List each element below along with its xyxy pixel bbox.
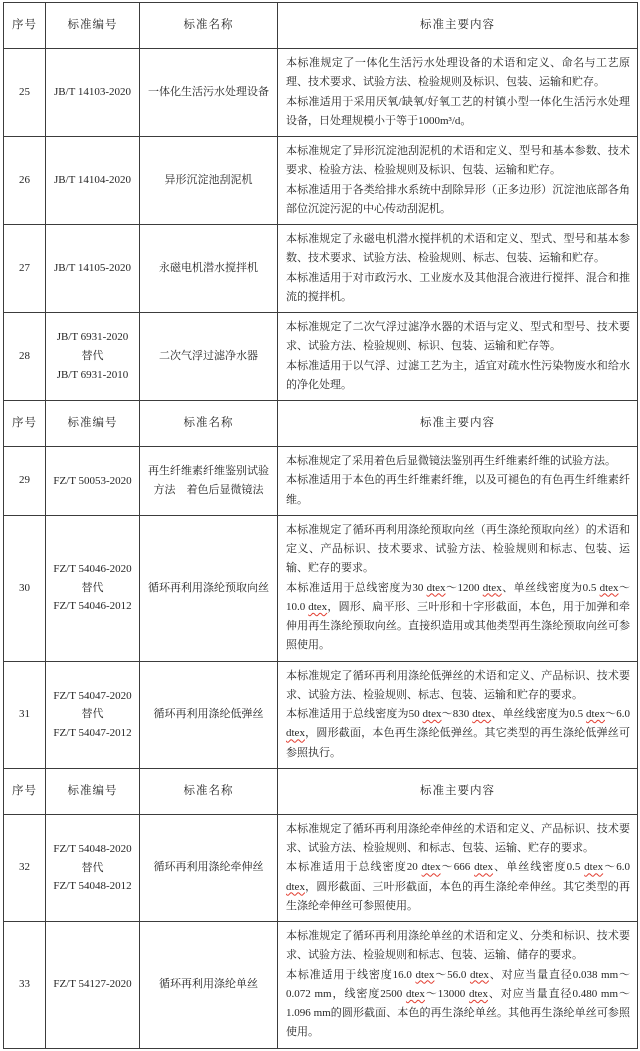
spellcheck-underline: dtex bbox=[426, 581, 446, 594]
standards-table-body bbox=[4, 3, 638, 1049]
standard-code-line: FZ/T 54046-2012 bbox=[53, 600, 132, 613]
cell-standard-name: 异形沉淀池刮泥机 bbox=[140, 137, 278, 225]
cell-standard-code bbox=[46, 225, 140, 313]
cell-standard-content bbox=[278, 814, 638, 921]
cell-standard-name: 二次气浮过滤净水器 bbox=[140, 313, 278, 401]
cell-standard-code bbox=[46, 814, 140, 921]
spellcheck-underline: dtex bbox=[405, 987, 425, 1000]
cell-standard-content bbox=[278, 447, 638, 516]
cell-standard-content bbox=[278, 661, 638, 768]
column-header: 序号 bbox=[4, 3, 46, 49]
table-row bbox=[4, 313, 638, 401]
content-paragraph: 本标准适用于采用厌氧/缺氧/好氧工艺的村镇小型一体化生活污水处理设备，日处理规模小于等于1000m³/d。 bbox=[286, 95, 630, 127]
standard-code-line: FZ/T 54127-2020 bbox=[53, 978, 132, 991]
cell-serial-number: 25 bbox=[4, 49, 46, 137]
content-paragraph: 本标准适用于本色的再生纤维素纤维，以及可褪色的有色再生纤维素纤维。 bbox=[286, 474, 630, 506]
cell-standard-name: 循环再利用涤纶预取向丝 bbox=[140, 515, 278, 661]
standard-code-line: 替代 bbox=[81, 708, 104, 721]
column-header: 标准名称 bbox=[140, 768, 278, 814]
column-header: 标准主要内容 bbox=[278, 768, 638, 814]
content-paragraph: 本标准适用于总线密度为30 dtex～1200 dtex、单丝线密度为0.5 dtex～10.0 dtex，圆形、扁平形、三叶形和十字形截面，本色，用于加弹和牵伸用再生涤纶预取向丝。直接织造用或其他类型再生涤纶预取向丝可参照使用。 bbox=[286, 581, 631, 652]
content-paragraph: 本标准适用于线密度16.0 dtex～56.0 dtex、对应当量直径0.038 mm～0.072 mm，线密度2500 dtex～13000 dtex、对应当量直径0.480 mm～1.096 mm的圆形截面、本色的再生涤纶单丝。其他再生涤纶单丝可参照使用。 bbox=[286, 968, 630, 1039]
cell-standard-content bbox=[278, 515, 638, 661]
spellcheck-underline: dtex bbox=[415, 968, 435, 981]
cell-standard-code bbox=[46, 49, 140, 137]
column-header: 标准名称 bbox=[140, 3, 278, 49]
standards-table bbox=[3, 2, 638, 1049]
content-paragraph: 本标准规定了永磁电机潜水搅拌机的术语和定义、型式、型号和基本参数、技术要求、试验方法、检验规则、标志、包装、运输和贮存。 bbox=[286, 233, 630, 265]
table-row bbox=[4, 49, 638, 137]
standard-code-line: FZ/T 54047-2012 bbox=[53, 726, 132, 739]
standard-code-line: JB/T 14103-2020 bbox=[53, 86, 132, 99]
cell-standard-name: 循环再利用涤纶单丝 bbox=[140, 922, 278, 1049]
spellcheck-underline: dtex bbox=[421, 861, 441, 874]
cell-standard-content bbox=[278, 922, 638, 1049]
content-paragraph: 本标准规定了循环再利用涤纶预取向丝（再生涤纶预取向丝）的术语和定义、产品标识、技术要求、试验方法、检验规则和标志、包装、运输、贮存的要求。 bbox=[286, 523, 630, 575]
cell-standard-content bbox=[278, 49, 638, 137]
content-paragraph: 本标准规定了采用着色后显微镜法鉴别再生纤维素纤维的试验方法。 bbox=[286, 455, 616, 467]
cell-standard-content bbox=[278, 313, 638, 401]
column-header: 标准编号 bbox=[46, 401, 140, 447]
table-row bbox=[4, 225, 638, 313]
content-paragraph: 本标准规定了二次气浮过滤净水器的术语与定义、型式和型号、技术要求、试验方法、检验规则、标识、包装、运输和贮存等。 bbox=[286, 321, 630, 353]
standard-code-line: JB/T 14104-2020 bbox=[53, 174, 132, 187]
spellcheck-underline: dtex bbox=[599, 581, 619, 594]
column-header: 序号 bbox=[4, 401, 46, 447]
cell-serial-number: 26 bbox=[4, 137, 46, 225]
content-paragraph: 本标准适用于对市政污水、工业废水及其他混合液进行搅拌、混合和推流的搅拌机。 bbox=[286, 271, 630, 303]
cell-serial-number: 28 bbox=[4, 313, 46, 401]
table-row bbox=[4, 137, 638, 225]
cell-serial-number: 33 bbox=[4, 922, 46, 1049]
standard-code-line: JB/T 14105-2020 bbox=[53, 262, 132, 275]
cell-standard-name: 一体化生活污水处理设备 bbox=[140, 49, 278, 137]
standard-code-line: JB/T 6931-2010 bbox=[56, 368, 129, 381]
content-paragraph: 本标准规定了异形沉淀池刮泥机的术语和定义、型号和基本参数、技术要求、检验方法、检验规则及标识、包装、运输和贮存。 bbox=[286, 145, 630, 177]
spellcheck-underline: dtex bbox=[286, 880, 305, 893]
content-paragraph: 本标准规定了循环再利用涤纶低弹丝的术语和定义、产品标识、技术要求、试验方法、检验规则、标志、包装、运输和贮存的要求。 bbox=[286, 669, 630, 701]
column-header: 序号 bbox=[4, 768, 46, 814]
column-header: 标准编号 bbox=[46, 3, 140, 49]
content-paragraph: 本标准适用于总线密度为50 dtex～830 dtex、单丝线密度为0.5 dtex～6.0 dtex，圆形截面，本色再生涤纶低弹丝。其它类型的再生涤纶低弹丝可参照执行。 bbox=[286, 708, 631, 759]
standard-code-line: FZ/T 50053-2020 bbox=[53, 474, 132, 487]
cell-standard-code bbox=[46, 313, 140, 401]
standard-code-line: FZ/T 54048-2012 bbox=[53, 880, 132, 893]
cell-standard-code bbox=[46, 661, 140, 768]
cell-standard-content bbox=[278, 225, 638, 313]
cell-serial-number: 27 bbox=[4, 225, 46, 313]
column-header: 标准名称 bbox=[140, 401, 278, 447]
column-header: 标准编号 bbox=[46, 768, 140, 814]
spellcheck-underline: dtex bbox=[584, 861, 604, 874]
cell-standard-name: 循环再利用涤纶低弹丝 bbox=[140, 661, 278, 768]
table-row bbox=[4, 661, 638, 768]
content-paragraph: 本标准规定了一体化生活污水处理设备的术语和定义、命名与工艺原理、技术要求、试验方法、检验规则及标识、包装、运输和贮存。 bbox=[286, 57, 630, 89]
standard-code-line: 替代 bbox=[81, 861, 104, 874]
standard-code-line: FZ/T 54046-2020 bbox=[53, 563, 132, 576]
table-row bbox=[4, 922, 638, 1049]
spellcheck-underline: dtex bbox=[308, 600, 328, 613]
spellcheck-underline: dtex bbox=[422, 708, 442, 720]
cell-standard-code bbox=[46, 922, 140, 1049]
table-row bbox=[4, 447, 638, 516]
cell-standard-code bbox=[46, 515, 140, 661]
header-row bbox=[4, 768, 638, 814]
standard-code-line: FZ/T 54048-2020 bbox=[53, 842, 132, 855]
header-row bbox=[4, 3, 638, 49]
standard-code-line: FZ/T 54047-2020 bbox=[53, 689, 132, 702]
content-paragraph: 本标准规定了循环再利用涤纶单丝的术语和定义、分类和标识、技术要求、试验方法、检验规则和标志、包装、运输、储存的要求。 bbox=[286, 930, 630, 962]
spellcheck-underline: dtex bbox=[474, 861, 494, 874]
content-paragraph: 本标准适用于各类给排水系统中刮除异形（正多边形）沉淀池底部各角部位沉淀污泥的中心传动刮泥机。 bbox=[286, 183, 630, 215]
content-paragraph: 本标准规定了循环再利用涤纶牵伸丝的术语和定义、产品标识、技术要求、试验方法、检验规则、和标志、包装、运输、贮存的要求。 bbox=[286, 822, 630, 854]
spellcheck-underline: dtex bbox=[586, 708, 605, 720]
table-row bbox=[4, 515, 638, 661]
column-header: 标准主要内容 bbox=[278, 3, 638, 49]
cell-standard-code bbox=[46, 137, 140, 225]
cell-serial-number: 32 bbox=[4, 814, 46, 921]
content-paragraph: 本标准适用于总线密度20 dtex～666 dtex、单丝线密度0.5 dtex～6.0 dtex，圆形截面、三叶形截面，本色的再生涤纶牵伸丝。其它类型的再生涤纶牵伸丝可参照使用。 bbox=[286, 861, 631, 912]
spellcheck-underline: dtex bbox=[286, 727, 305, 740]
spellcheck-underline: dtex bbox=[469, 987, 488, 1000]
cell-standard-code bbox=[46, 447, 140, 516]
cell-standard-name: 再生纤维素纤维鉴别试验方法 着色后显微镜法 bbox=[140, 447, 278, 516]
cell-serial-number: 29 bbox=[4, 447, 46, 516]
standard-code-line: 替代 bbox=[81, 350, 104, 363]
header-row bbox=[4, 401, 638, 447]
spellcheck-underline: dtex bbox=[469, 968, 489, 981]
column-header: 标准主要内容 bbox=[278, 401, 638, 447]
content-paragraph: 本标准适用于以气浮、过滤工艺为主，适宜对疏水性污染物废水和给水的净化处理。 bbox=[286, 359, 630, 391]
spellcheck-underline: dtex bbox=[482, 581, 502, 594]
spellcheck-underline: dtex bbox=[472, 708, 492, 720]
standard-code-line: 替代 bbox=[81, 581, 104, 594]
cell-serial-number: 31 bbox=[4, 661, 46, 768]
cell-serial-number: 30 bbox=[4, 515, 46, 661]
cell-standard-name: 永磁电机潜水搅拌机 bbox=[140, 225, 278, 313]
cell-standard-content bbox=[278, 137, 638, 225]
cell-standard-name: 循环再利用涤纶牵伸丝 bbox=[140, 814, 278, 921]
table-row bbox=[4, 814, 638, 921]
standard-code-line: JB/T 6931-2020 bbox=[56, 331, 129, 344]
